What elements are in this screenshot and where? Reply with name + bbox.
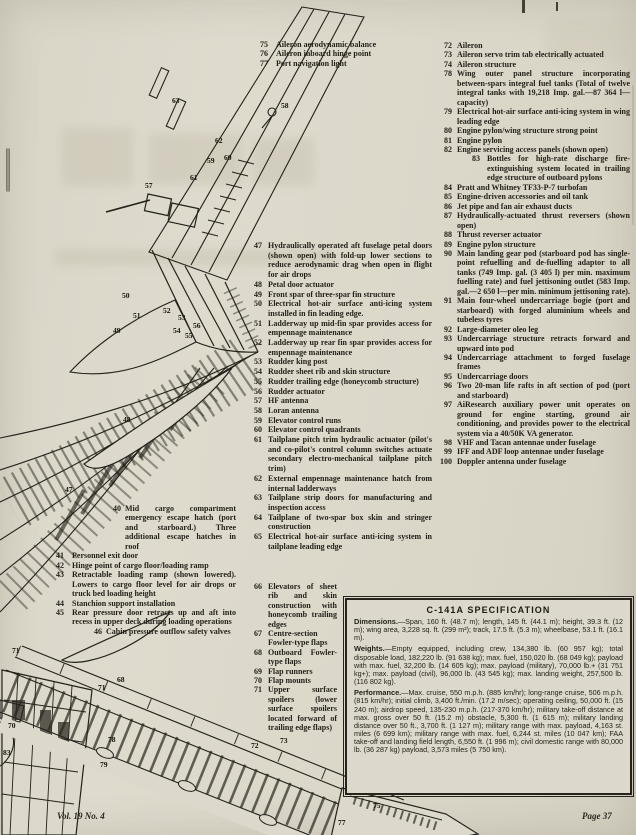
- legend-item-text: Main four-wheel undercarriage bogie (port and starboard) with forged aluminium wheels and tubeless tyres: [457, 296, 630, 325]
- legend-item-text: HF antenna: [268, 396, 309, 406]
- legend-item-76: [250, 49, 435, 58]
- legend-item-number: 86: [444, 201, 452, 211]
- legend-item-66: [240, 582, 337, 629]
- drawing-callout-71: 71: [98, 683, 106, 692]
- legend-item-number: 62: [254, 473, 262, 483]
- legend-item-number: 55: [254, 376, 262, 386]
- legend-item-79: [432, 107, 630, 126]
- legend-item-text: Rudder trailing edge (honeycomb structure): [268, 376, 419, 386]
- legend-item-number: 57: [254, 396, 262, 406]
- legend-item-number: 93: [444, 334, 452, 344]
- legend-column-top: [250, 40, 435, 68]
- legend-item-number: 97: [444, 400, 452, 410]
- legend-item-text: VHF and Tacan antennae under fuselage: [457, 438, 596, 448]
- legend-item-48: [240, 280, 432, 290]
- legend-item-number: 40: [113, 504, 121, 513]
- legend-item-45: [50, 608, 236, 627]
- legend-item-number: 79: [444, 107, 452, 117]
- legend-item-number: 60: [254, 425, 262, 435]
- drawing-callout-70: 70: [8, 721, 16, 730]
- legend-item-92: [432, 325, 630, 334]
- legend-item-60: [240, 425, 432, 435]
- legend-item-91: [432, 296, 630, 324]
- legend-item-number: 49: [254, 289, 262, 299]
- legend-item-number: 91: [444, 296, 452, 306]
- drawing-callout-72: 72: [251, 741, 259, 750]
- drawing-callout-48: 48: [123, 415, 131, 424]
- legend-item-text: Electrical hot-air surface anti-icing system in tailplane leading edge: [268, 532, 432, 551]
- legend-item-number: 41: [56, 551, 64, 561]
- legend-item-number: 45: [56, 607, 64, 617]
- legend-item-59: [240, 416, 432, 426]
- legend-item-number: 85: [444, 192, 452, 202]
- drawing-callout-75: 75: [373, 801, 381, 810]
- legend-item-87: [432, 211, 630, 230]
- legend-item-number: 95: [444, 371, 452, 381]
- legend-item-40: [50, 504, 236, 551]
- legend-item-text: Ladderway up mid-fin spar provides access for empennage maintenance: [268, 318, 432, 338]
- legend-item-text: Large-diameter oleo leg: [457, 324, 539, 334]
- legend-item-97: [432, 400, 630, 438]
- legend-item-number: 52: [254, 338, 262, 348]
- legend-item-46: [50, 627, 236, 636]
- legend-item-number: 53: [254, 357, 262, 367]
- legend-item-number: 98: [444, 438, 452, 448]
- legend-item-number: 78: [444, 69, 452, 79]
- legend-item-50: [240, 299, 432, 318]
- page-number: Page 37: [582, 811, 612, 821]
- legend-item-text: Retractable loading ramp (shown lowered). Lowers to cargo floor level for air drops or truck bed loading height: [72, 570, 236, 599]
- legend-item-text: Ladderway up rear fin spar provides access for empennage maintenance: [268, 338, 432, 357]
- legend-item-number: 69: [254, 666, 262, 676]
- legend-item-text: Aileron inboard hinge point: [276, 49, 372, 59]
- legend-item-number: 51: [254, 318, 262, 328]
- legend-item-53: [240, 357, 432, 367]
- legend-item-number: 58: [254, 405, 262, 415]
- legend-item-78: [432, 69, 630, 107]
- legend-item-text: Hinge point of cargo floor/loading ramp: [72, 560, 209, 570]
- spec-performance-text: —Max. cruise, 550 m.p.h. (885 km/hr); long-range cruise, 506 m.p.h. (815 km/hr); initial climb, 3,400 ft./min. (17.2 m/sec); operating ceiling, 50,000 ft. (15 240 m); airdrop speed, 135-230 m.p.h. (217-370 km/hr); military take-off distance at max. gross over 50 ft. (15.2 m) obstacle, 5,300 ft. (1 615 m); military landing distance over 50 ft., 3,700 ft. (1 127 m); military range with max. payload, 4,163 st. miles (6 699 km); military range with max. fuel, 6,244 st. miles (10 047 km); FAA take-off and landing field length, 6,550 ft. (1 996 m); civil domestic range with 80,000 lb. (36 287 kg) payload, 3,573 miles (5 750 km).: [354, 688, 623, 755]
- legend-item-number: 72: [444, 41, 452, 50]
- legend-item-text: Undercarriage doors: [457, 371, 529, 381]
- legend-item-text: Rear pressure door retracts up and aft into recess in upper deck during loading operations: [72, 607, 236, 627]
- legend-item-94: [432, 353, 630, 372]
- legend-item-number: 76: [260, 49, 268, 59]
- legend-item-number: 96: [444, 381, 452, 391]
- drawing-callout-79: 79: [100, 760, 108, 769]
- legend-item-58: [240, 406, 432, 416]
- legend-item-52: [240, 338, 432, 357]
- legend-item-text: Aileron aerodynamic balance: [276, 40, 377, 49]
- legend-item-text: Cabin pressure outflow safety valves: [106, 626, 231, 636]
- legend-item-text: Aileron: [457, 41, 483, 50]
- legend-item-68: [240, 648, 337, 667]
- legend-item-number: 63: [254, 493, 262, 503]
- legend-item-number: 68: [254, 647, 262, 657]
- drawing-callout-73: 73: [280, 736, 288, 745]
- legend-item-text: Electrical hot-air surface anti-icing system installed in fin leading edge.: [268, 299, 432, 318]
- legend-item-text: Undercarriage attachment to forged fuselage frames: [457, 352, 630, 372]
- legend-item-61: [240, 435, 432, 474]
- legend-item-83: [432, 154, 630, 182]
- legend-item-text: Jet pipe and fan air exhaust ducts: [457, 201, 572, 211]
- legend-item-text: Wing outer panel structure incorporating between-spars integral fuel tanks (Total of twelve integral tanks with 19,218 Imp. gal.—87 364 l—capacity): [457, 69, 630, 107]
- legend-item-text: Flap runners: [268, 666, 313, 676]
- drawing-callout-54: 54: [173, 326, 181, 335]
- drawing-callout-83: 83: [3, 748, 11, 757]
- legend-item-number: 64: [254, 512, 262, 522]
- volume-number: Vol. 19 No. 4: [57, 811, 105, 821]
- spec-dimensions-text: —Span, 160 ft. (48.7 m); length, 145 ft. (44.1 m); height, 39.3 ft. (12 m); wing area, 3,228 sq. ft. (299 m²); track, 17.5 ft. (5.3 m); wheelbase, 53.1 ft. (16.1 m).: [354, 617, 623, 643]
- drawing-callout-50: 50: [122, 291, 130, 300]
- legend-item-number: 83: [472, 154, 480, 164]
- drawing-callout-52: 52: [163, 306, 171, 315]
- legend-item-text: Tailplane pitch trim hydraulic actuator (pilot's and co-pilot's control column switches actuate secondary electro-mechanical tailplane pitch trim): [268, 435, 432, 474]
- legend-item-42: [50, 561, 236, 570]
- drawing-callout-56: 56: [193, 321, 201, 330]
- drawing-callout-61: 61: [190, 173, 198, 182]
- legend-item-85: [432, 192, 630, 201]
- legend-item-text: Pratt and Whitney TF33-P-7 turbofan: [457, 182, 588, 192]
- legend-item-56: [240, 387, 432, 397]
- legend-item-number: 88: [444, 230, 452, 240]
- drawing-callout-71: 71: [12, 646, 20, 655]
- legend-item-text: Rudder sheet rib and skin structure: [268, 367, 391, 377]
- legend-item-text: External empennage maintenance hatch from internal ladderways: [268, 473, 432, 493]
- legend-item-text: Upper surface spoilers (lower surface spoilers located forward of trailing edge flaps): [268, 685, 337, 733]
- legend-item-text: Rudder king post: [268, 357, 328, 367]
- legend-item-text: Personnel exit door: [72, 551, 139, 561]
- drawing-callout-55: 55: [185, 331, 193, 340]
- legend-item-70: [240, 676, 337, 685]
- legend-item-number: 75: [260, 40, 268, 49]
- legend-item-100: [432, 457, 630, 466]
- drawing-callout-59: 59: [207, 156, 215, 165]
- legend-item-text: Elevator control runs: [268, 415, 342, 425]
- legend-item-number: 65: [254, 532, 262, 542]
- legend-item-text: Flap mounts: [268, 676, 311, 686]
- legend-item-67: [240, 629, 337, 648]
- legend-item-number: 46: [94, 626, 102, 636]
- legend-item-text: Electrical hot-air surface anti-icing system in wing leading edge: [457, 107, 630, 126]
- legend-column-left: [50, 504, 236, 636]
- legend-item-text: Engine servicing access panels (shown open): [457, 144, 608, 154]
- legend-item-text: Front spar of three-spar fin structure: [268, 289, 396, 299]
- legend-item-text: Engine-driven accessories and oil tank: [457, 192, 589, 202]
- specification-title: C-141A SPECIFICATION: [426, 605, 551, 615]
- legend-item-number: 70: [254, 676, 262, 686]
- legend-column-right: [432, 41, 630, 466]
- legend-item-62: [240, 474, 432, 493]
- legend-item-88: [432, 230, 630, 239]
- spec-dimensions: [354, 618, 623, 642]
- legend-item-text: Loran antenna: [268, 405, 319, 415]
- legend-item-text: Two 20-man life rafts in aft section of pod (port and starboard): [457, 381, 630, 400]
- drawing-callout-53: 53: [178, 313, 186, 322]
- legend-item-90: [432, 249, 630, 296]
- legend-item-number: 50: [254, 299, 262, 309]
- spec-performance-label: Performance.: [354, 688, 402, 698]
- legend-item-number: 74: [444, 59, 452, 69]
- legend-item-text: Hydraulically operated aft fuselage petal doors (shown open) with fold-up lower sections to reduce aerodynamic drag when open in flight for air drops: [268, 241, 432, 280]
- legend-column-middle-narrow: [240, 582, 337, 733]
- spec-weights-label: Weights.: [354, 644, 385, 654]
- legend-item-number: 77: [260, 58, 268, 68]
- legend-item-text: Doppler antenna under fuselage: [457, 456, 567, 466]
- legend-item-71: [240, 685, 337, 732]
- drawing-callout-63: 63: [172, 96, 180, 105]
- legend-item-text: Thrust reverser actuator: [457, 230, 542, 240]
- legend-item-text: Engine pylon/wing structure strong point: [457, 126, 598, 136]
- legend-item-text: Aileron structure: [457, 59, 517, 69]
- legend-item-number: 66: [254, 582, 262, 591]
- legend-item-text: Main landing gear pod (starboard pod has single-point refuelling and de-fuelling adaptor to all tanks (749 Imp. gal. (3 405 l) per min. maximum fuelling rate) and fuel jettisoning outlet (583 Imp. gal.—2 650 l—per min. minimum jettisoning rate).: [457, 248, 630, 296]
- legend-item-text: Mid cargo compartment emergency escape hatch (port and starboard.) Three additional escape hatches in roof: [125, 504, 236, 551]
- legend-item-63: [240, 493, 432, 512]
- legend-item-text: Engine pylon structure: [457, 239, 536, 249]
- legend-item-73: [432, 50, 630, 59]
- legend-column-middle: [240, 241, 432, 552]
- legend-item-number: 73: [444, 50, 452, 60]
- legend-item-number: 89: [444, 239, 452, 249]
- legend-item-text: Engine pylon: [457, 135, 503, 145]
- legend-item-51: [240, 319, 432, 338]
- legend-item-text: Rudder actuator: [268, 386, 325, 396]
- legend-item-69: [240, 667, 337, 676]
- legend-item-number: 43: [56, 570, 64, 580]
- legend-item-number: 44: [56, 598, 64, 608]
- legend-item-64: [240, 513, 432, 532]
- legend-item-number: 59: [254, 415, 262, 425]
- legend-item-number: 100: [440, 456, 452, 466]
- legend-item-text: Elevator control quadrants: [268, 425, 361, 435]
- legend-item-number: 71: [254, 685, 262, 695]
- legend-item-number: 61: [254, 435, 262, 445]
- spec-performance: [354, 689, 623, 754]
- legend-item-57: [240, 396, 432, 406]
- drawing-callout-58: 58: [281, 101, 289, 110]
- legend-item-65: [240, 532, 432, 551]
- legend-item-text: Aileron servo trim tab electrically actuated: [457, 50, 604, 60]
- legend-item-77: [250, 59, 435, 68]
- legend-item-55: [240, 377, 432, 387]
- legend-item-95: [432, 372, 630, 381]
- legend-item-number: 42: [56, 560, 64, 570]
- legend-item-text: Elevators of sheet rib and skin construction with honeycomb trailing edges: [268, 582, 337, 629]
- drawing-callout-47: 47: [65, 485, 73, 494]
- legend-item-text: Bottles for high-rate discharge fire-extinguishing system located in trailing edge structure of outboard pylons: [487, 154, 630, 183]
- legend-item-number: 99: [444, 447, 452, 457]
- drawing-callout-57: 57: [145, 181, 153, 190]
- drawing-callout-68: 68: [117, 675, 125, 684]
- legend-item-text: Stanchion support installation: [72, 598, 176, 608]
- specification-box: [345, 598, 632, 795]
- legend-item-80: [432, 126, 630, 135]
- legend-item-text: Hydraulically-actuated thrust reversers (shown open): [457, 211, 630, 230]
- drawing-callout-60: 60: [224, 153, 232, 162]
- drawing-callout-62: 62: [215, 136, 223, 145]
- legend-item-number: 47: [254, 241, 262, 250]
- drawing-callout-78: 78: [108, 735, 116, 744]
- legend-item-74: [432, 60, 630, 69]
- legend-item-96: [432, 381, 630, 400]
- legend-item-47: [240, 241, 432, 280]
- drawing-callout-49: 49: [113, 326, 121, 335]
- legend-item-75: [250, 40, 435, 49]
- legend-item-number: 94: [444, 352, 452, 362]
- legend-item-text: Outboard Fowler-type flaps: [268, 647, 337, 667]
- legend-item-number: 92: [444, 324, 452, 334]
- legend-item-text: Undercarriage structure retracts forward and upward into pod: [457, 334, 630, 353]
- legend-item-text: Petal door actuator: [268, 279, 335, 289]
- legend-item-number: 56: [254, 386, 262, 396]
- legend-item-43: [50, 570, 236, 598]
- legend-item-number: 81: [444, 135, 452, 145]
- legend-item-72: [432, 41, 630, 50]
- legend-item-81: [432, 136, 630, 145]
- drawing-callout-51: 51: [133, 311, 141, 320]
- drawing-callout-77: 77: [338, 818, 346, 827]
- legend-item-98: [432, 438, 630, 447]
- legend-item-number: 54: [254, 367, 262, 377]
- legend-item-54: [240, 367, 432, 377]
- legend-item-44: [50, 599, 236, 608]
- legend-item-84: [432, 183, 630, 192]
- legend-item-number: 48: [254, 279, 262, 289]
- legend-item-99: [432, 447, 630, 456]
- legend-item-number: 82: [444, 144, 452, 154]
- spec-weights: [354, 645, 623, 686]
- legend-item-text: AiResearch auxiliary power unit operates on ground for engine starting, ground air conditioning, and provides power to the electrical system via a 40/50K VA generator.: [457, 400, 630, 438]
- legend-item-text: IFF and ADF loop antennae under fuselage: [457, 447, 604, 457]
- legend-item-93: [432, 334, 630, 353]
- legend-item-82: [432, 145, 630, 154]
- legend-item-number: 87: [444, 211, 452, 221]
- legend-item-text: Centre-section Fowler-type flaps: [268, 629, 328, 648]
- spec-dimensions-label: Dimensions.: [354, 617, 398, 626]
- legend-item-number: 90: [444, 248, 452, 258]
- legend-item-number: 80: [444, 126, 452, 136]
- legend-item-89: [432, 240, 630, 249]
- legend-item-text: Port navigation light: [276, 58, 347, 68]
- legend-item-41: [50, 551, 236, 560]
- legend-item-49: [240, 290, 432, 300]
- legend-item-text: Tailplane strip doors for manufacturing and inspection access: [268, 493, 432, 512]
- legend-item-text: Tailplane of two-spar box skin and stringer construction: [268, 512, 432, 532]
- legend-item-number: 84: [444, 182, 452, 192]
- spec-weights-text: —Empty equipped, including crew, 134,380 lb. (60 957 kg); total disposable load, 182,220 lb. (91 638 kg); max. fuel, 150,020 lb. (68 049 kg); payload with max. fuel, 32,200 lb. (14 605 kg); max. payload (military), 70,000 lb.+ (31 751 kg+); max. payload (civil), 96,000 lb. (43 545 kg); max. landing weight, 257,500 lb. (116 802 kg).: [354, 644, 623, 687]
- legend-item-86: [432, 202, 630, 211]
- legend-item-number: 67: [254, 629, 262, 639]
